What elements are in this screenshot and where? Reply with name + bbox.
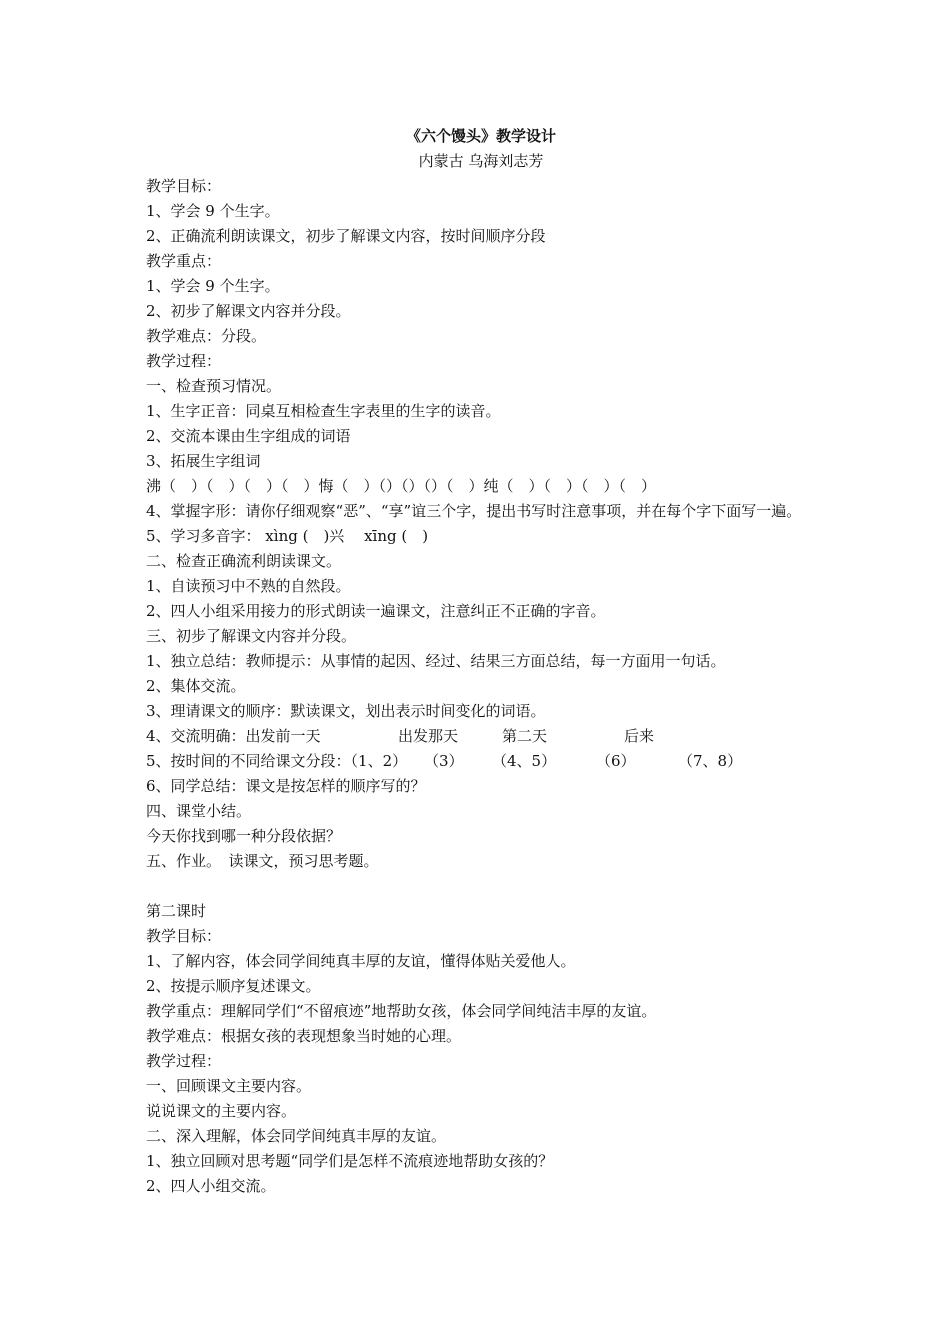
timeline-item: 后来 bbox=[624, 727, 655, 745]
text-line: 2、正确流利朗读课文，初步了解课文内容，按时间顺序分段 bbox=[146, 227, 546, 245]
segment-item: （4、5） bbox=[492, 752, 557, 770]
text-line: 2、四人小组交流。 bbox=[146, 1177, 276, 1195]
text-line: 1、独立回顾对思考题“同学们是怎样不流痕迹地帮助女孩的？ bbox=[146, 1152, 554, 1170]
text-line: 1、生字正音：同桌互相检查生字表里的生字的读音。 bbox=[146, 402, 501, 420]
text-line: 2、初步了解课文内容并分段。 bbox=[146, 302, 351, 320]
text-line: 2、集体交流。 bbox=[146, 677, 246, 695]
text-line: 四、课堂小结。 bbox=[146, 802, 252, 820]
text-line: 教学重点：理解同学们“不留痕迹”地帮助女孩，体会同学间纯洁丰厚的友谊。 bbox=[146, 1002, 657, 1020]
segments-label: 5、按时间的不同给课文分段：（1、2） bbox=[146, 752, 408, 770]
text-line: 教学过程： bbox=[146, 352, 222, 370]
lesson1-section bbox=[146, 174, 826, 549]
text-line: 二、检查正确流利朗读课文。 bbox=[146, 552, 342, 570]
segment-item: （3） bbox=[424, 752, 464, 770]
text-line: 2、交流本课由生字组成的词语 bbox=[146, 427, 351, 445]
timeline-item: 出发那天 bbox=[398, 727, 459, 745]
text-line: 3、理请课文的顺序：默读课文，划出表示时间变化的词语。 bbox=[146, 702, 546, 720]
part2-section bbox=[146, 549, 826, 874]
text-line: 3、拓展生字组词 bbox=[146, 452, 261, 470]
timeline-line bbox=[146, 724, 826, 749]
text-line: 第二课时 bbox=[146, 902, 207, 920]
text-line: 1、了解内容，体会同学间纯真丰厚的友谊，懂得体贴关爱他人。 bbox=[146, 952, 576, 970]
text-line: 一、回顾课文主要内容。 bbox=[146, 1077, 312, 1095]
text-line: 1、学会 9 个生字。 bbox=[146, 277, 280, 295]
text-line: 6、同学总结：课文是按怎样的顺序写的？ bbox=[146, 777, 426, 795]
text-line: 教学过程： bbox=[146, 1052, 222, 1070]
text-line: 教学目标： bbox=[146, 177, 222, 195]
timeline-item: 第二天 bbox=[502, 727, 548, 745]
segments-line bbox=[146, 749, 826, 774]
text-line: 一、检查预习情况。 bbox=[146, 377, 282, 395]
text-paragraph: 4、掌握字形：请你仔细观察“恶”、“享”谊三个字，提出书写时注意事项，并在每个字下面写一遍。 bbox=[146, 502, 802, 520]
text-line: 1、独立总结：教师提示：从事情的起因、经过、结果三方面总结，每一方面用一句话。 bbox=[146, 652, 726, 670]
document-author: 内蒙古 乌海刘志芳 bbox=[418, 152, 544, 170]
text-line: 今天你找到哪一种分段依据？ bbox=[146, 827, 342, 845]
timeline-label: 4、交流明确：出发前一天 bbox=[146, 727, 321, 745]
text-line: 三、初步了解课文内容并分段。 bbox=[146, 627, 357, 645]
segment-item: （7、8） bbox=[678, 752, 743, 770]
polyphone-line: 5、学习多音字： xìng ( )兴 xīng ( ) bbox=[146, 527, 429, 545]
blank-line bbox=[146, 874, 826, 899]
document-page bbox=[146, 124, 826, 1199]
text-line: 教学重点： bbox=[146, 252, 222, 270]
text-line: 教学目标： bbox=[146, 927, 222, 945]
text-line: 2、按提示顺序复述课文。 bbox=[146, 977, 321, 995]
lesson2-section bbox=[146, 899, 826, 1199]
text-line: 教学难点：分段。 bbox=[146, 327, 267, 345]
text-line: 二、深入理解，体会同学间纯真丰厚的友谊。 bbox=[146, 1127, 447, 1145]
document-title: 《六个馒头》教学设计 bbox=[405, 127, 556, 145]
text-line: 教学难点：根据女孩的表现想象当时她的心理。 bbox=[146, 1027, 462, 1045]
text-line: 1、自读预习中不熟的自然段。 bbox=[146, 577, 351, 595]
word-blanks-line: 沸（ ）（ ）（ ）（ ）悔（ ）（）（）（）（ ）纯（ ）（ ）（ ）（ ） bbox=[146, 477, 657, 495]
text-line: 1、学会 9 个生字。 bbox=[146, 202, 280, 220]
text-line: 2、四人小组采用接力的形式朗读一遍课文，注意纠正不正确的字音。 bbox=[146, 602, 606, 620]
text-line: 五、作业。 读课文，预习思考题。 bbox=[146, 852, 379, 870]
segment-item: （6） bbox=[596, 752, 636, 770]
text-line: 说说课文的主要内容。 bbox=[146, 1102, 297, 1120]
